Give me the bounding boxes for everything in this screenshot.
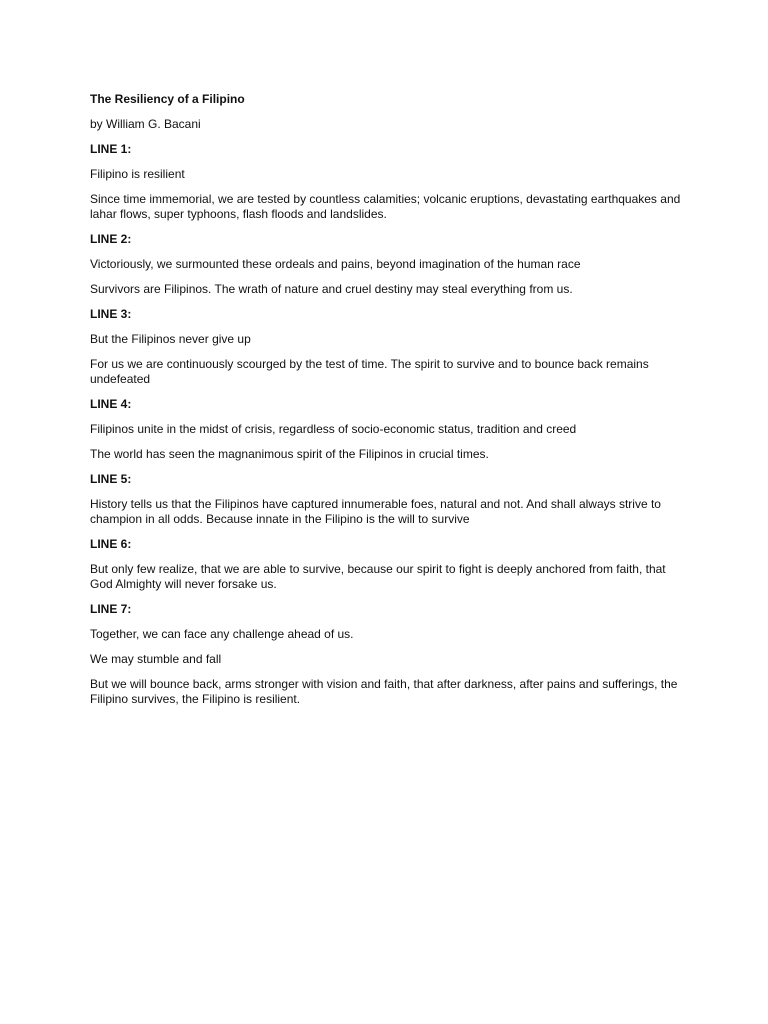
paragraph: History tells us that the Filipinos have captured innumerable foes, natural and not. And shall always strive to champion in all odds. Because innate in the Filipino is the will to survive (90, 497, 661, 526)
paragraph: For us we are continuously scourged by the test of time. The spirit to survive and to bounce back remains undefeated (90, 357, 649, 386)
section-line-5 (90, 472, 690, 527)
section-line-6 (90, 537, 690, 592)
section-line-7 (90, 602, 690, 707)
section-heading: LINE 1: (90, 142, 132, 156)
paragraph: We may stumble and fall (90, 652, 222, 666)
paragraph: The world has seen the magnanimous spirit of the Filipinos in crucial times. (90, 447, 489, 461)
paragraph: Together, we can face any challenge ahead of us. (90, 627, 354, 641)
section-line-4 (90, 397, 690, 462)
section-line-3 (90, 307, 690, 387)
section-heading: LINE 2: (90, 232, 132, 246)
document-page (90, 92, 690, 717)
paragraph: Victoriously, we surmounted these ordeals and pains, beyond imagination of the human race (90, 257, 581, 271)
document-title: The Resiliency of a Filipino (90, 92, 245, 106)
section-heading: LINE 4: (90, 397, 132, 411)
section-heading: LINE 7: (90, 602, 132, 616)
section-line-2 (90, 232, 690, 297)
section-heading: LINE 3: (90, 307, 132, 321)
paragraph: But we will bounce back, arms stronger with vision and faith, that after darkness, after pains and sufferings, the Filipino survives, the Filipino is resilient. (90, 677, 678, 706)
section-heading: LINE 6: (90, 537, 132, 551)
paragraph: But the Filipinos never give up (90, 332, 251, 346)
document-author: by William G. Bacani (90, 117, 201, 131)
paragraph: But only few realize, that we are able to survive, because our spirit to fight is deeply anchored from faith, that God Almighty will never forsake us. (90, 562, 666, 591)
paragraph: Since time immemorial, we are tested by countless calamities; volcanic eruptions, devastating earthquakes and lahar flows, super typhoons, flash floods and landslides. (90, 192, 681, 221)
paragraph: Filipinos unite in the midst of crisis, regardless of socio-economic status, tradition and creed (90, 422, 577, 436)
paragraph: Survivors are Filipinos. The wrath of nature and cruel destiny may steal everything from us. (90, 282, 573, 296)
section-line-1 (90, 142, 690, 222)
paragraph: Filipino is resilient (90, 167, 185, 181)
section-heading: LINE 5: (90, 472, 132, 486)
